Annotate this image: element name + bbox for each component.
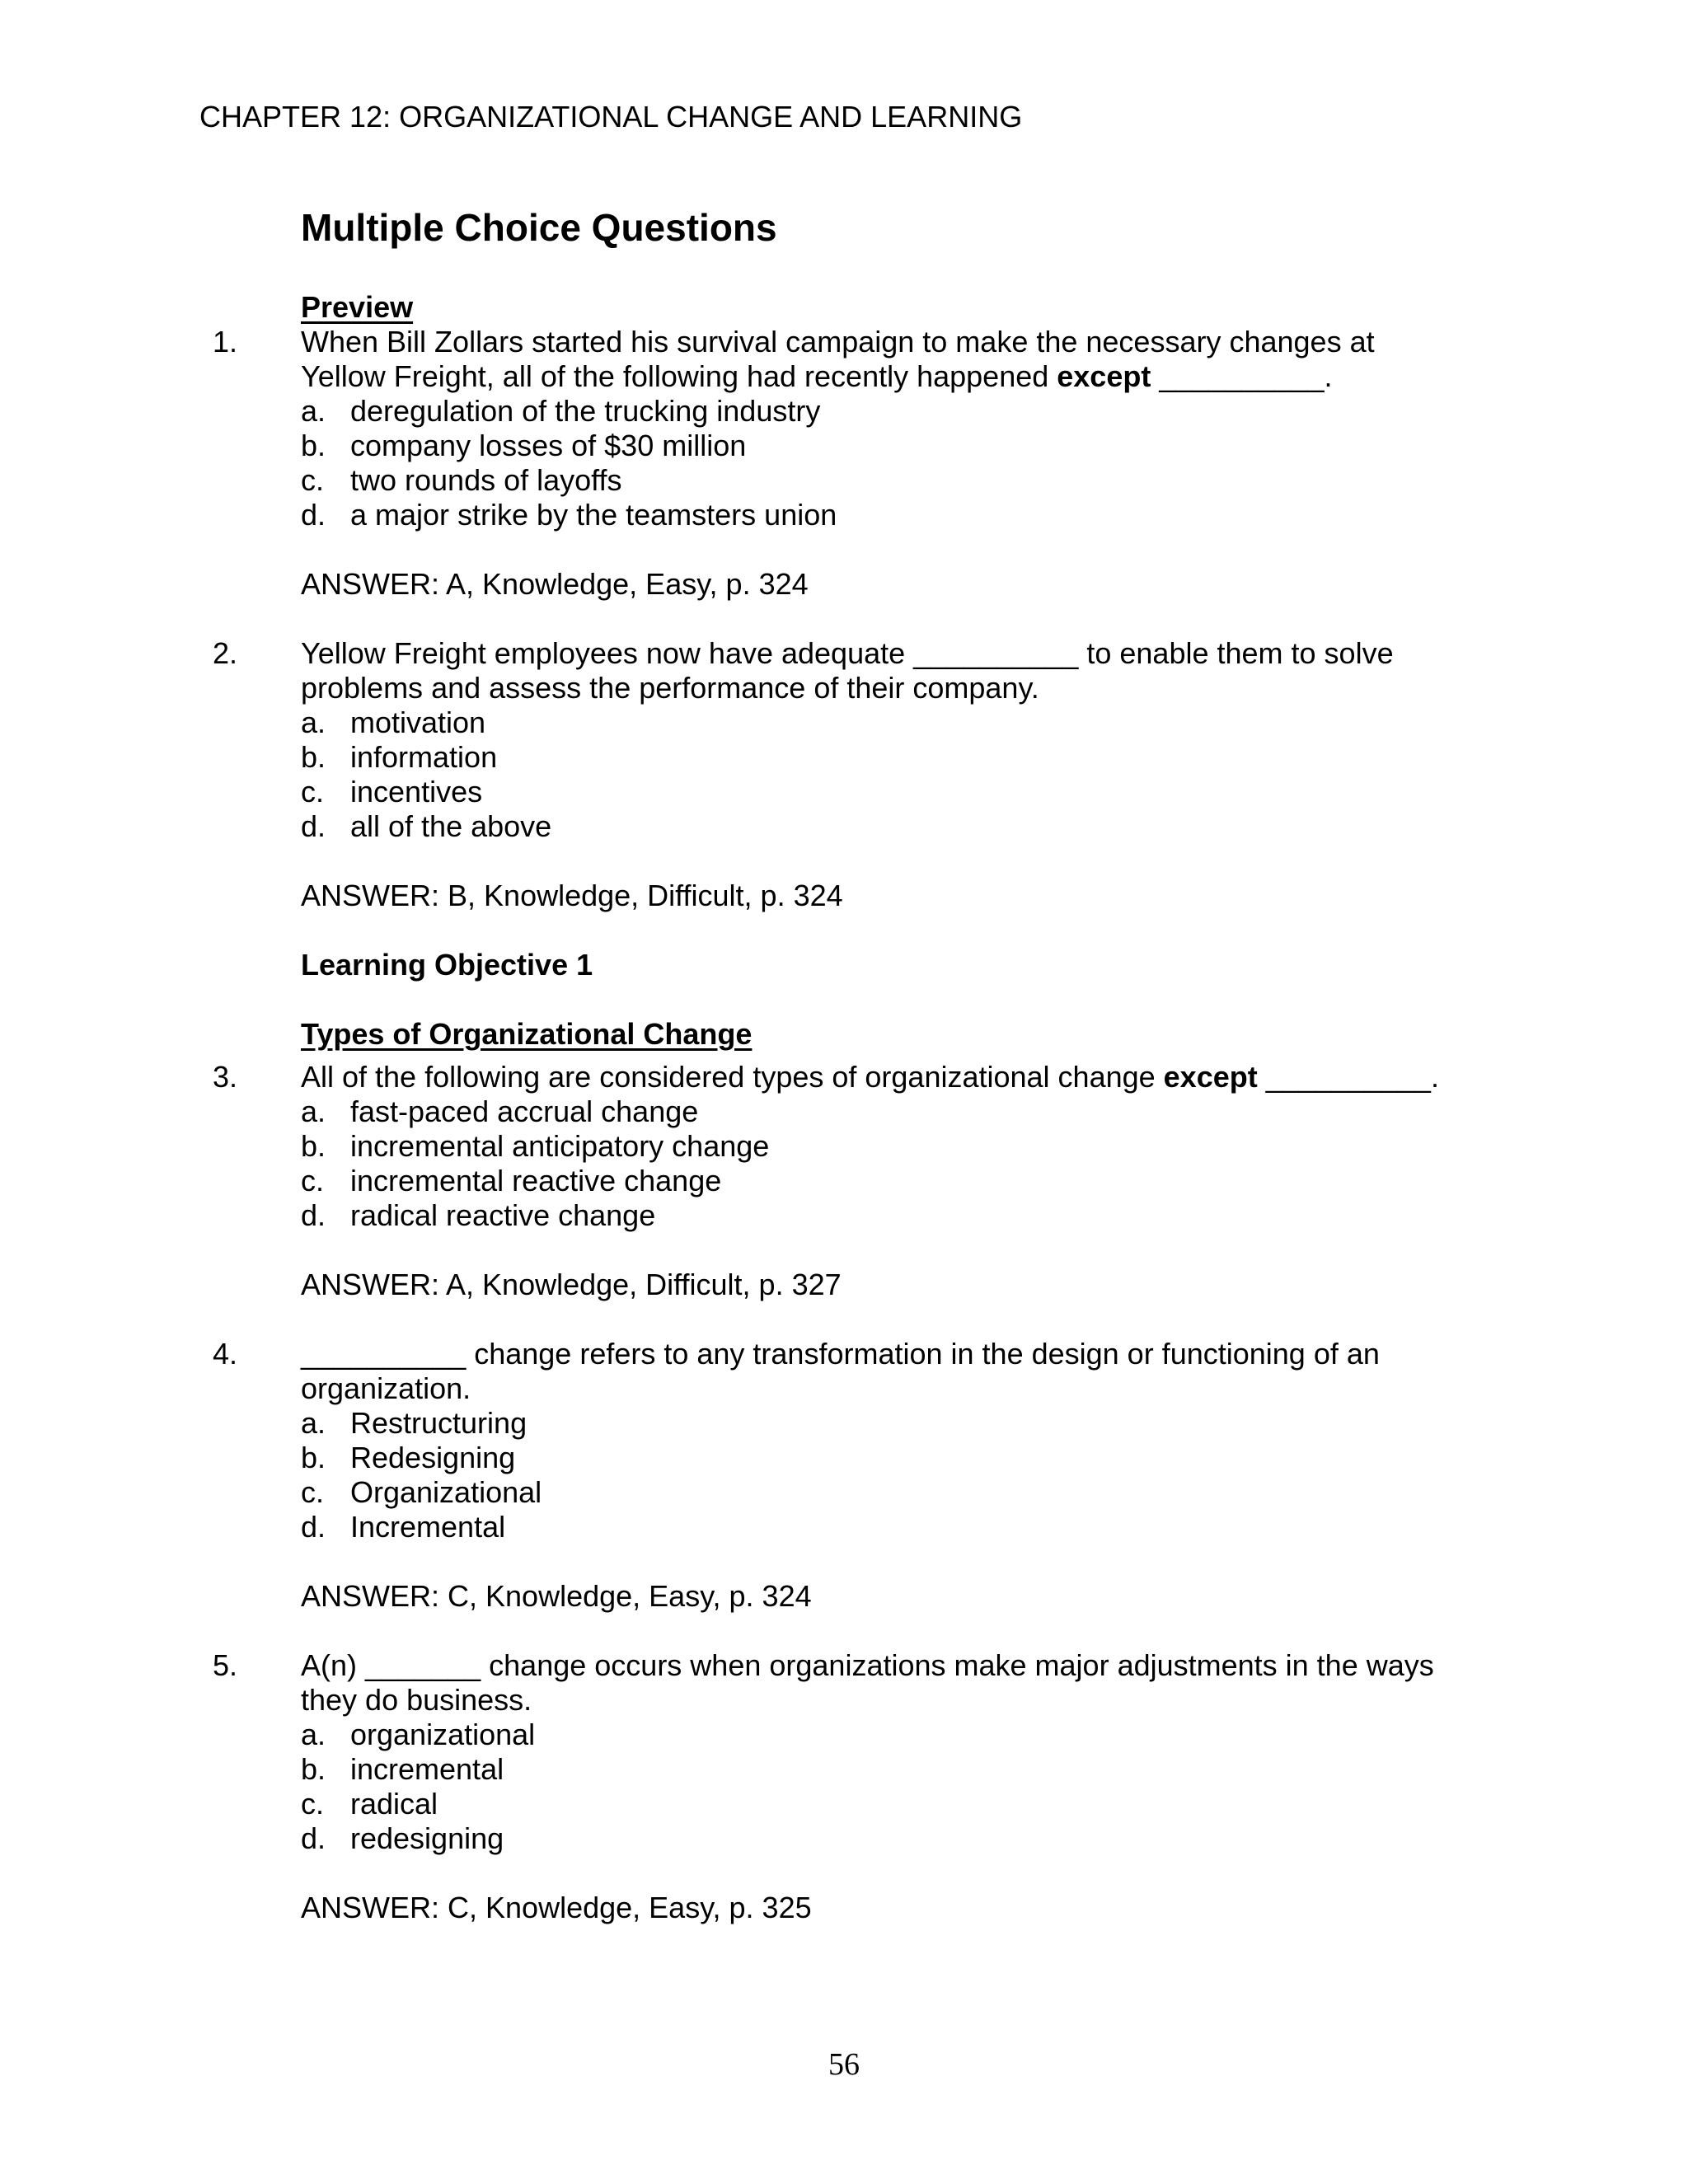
option-c: c. incremental reactive change (301, 1164, 722, 1197)
option-c: c. radical (301, 1787, 438, 1821)
types-heading: Types of Organizational Change (301, 1017, 753, 1051)
question-text-continued: Yellow Freight, all of the following had recently happened except __________. (301, 359, 1333, 393)
question-number: 1. (212, 325, 237, 359)
option-a: a. organizational (301, 1718, 536, 1751)
option-d: d. a major strike by the teamsters union (301, 498, 837, 532)
option-c: c. two rounds of layoffs (301, 463, 622, 497)
option-d: d. redesigning (301, 1821, 504, 1855)
question-text: A(n) _______ change occurs when organizations make major adjustments in the ways (301, 1648, 1434, 1682)
option-a: a. fast-paced accrual change (301, 1094, 699, 1128)
option-a: a. Restructuring (301, 1406, 528, 1440)
answer-line: ANSWER: C, Knowledge, Easy, p. 324 (301, 1579, 812, 1613)
option-b: b. incremental (301, 1752, 504, 1786)
question-number: 3. (212, 1060, 237, 1094)
option-b: b. incremental anticipatory change (301, 1129, 770, 1163)
learning-objective-label: Learning Objective 1 (301, 948, 593, 982)
option-c: c. Organizational (301, 1475, 542, 1509)
question-text: When Bill Zollars started his survival campaign to make the necessary changes at (301, 325, 1375, 359)
question-text-continued: problems and assess the performance of their company. (301, 671, 1039, 705)
question-5 (0, 1648, 1688, 1683)
preview-heading: Preview (301, 290, 414, 324)
option-d: d. radical reactive change (301, 1198, 656, 1232)
question-text: Yellow Freight employees now have adequate __________ to enable them to solve (301, 636, 1394, 670)
option-c: c. incentives (301, 775, 483, 808)
option-a: a. deregulation of the trucking industry (301, 394, 821, 428)
question-4 (0, 1337, 1688, 1371)
option-a: a. motivation (301, 705, 486, 739)
question-number: 4. (212, 1337, 237, 1371)
option-b: b. information (301, 740, 498, 774)
option-d: d. all of the above (301, 809, 552, 843)
question-1 (0, 325, 1688, 359)
question-list (0, 290, 1688, 1925)
page-number: 56 (828, 2047, 860, 2082)
question-text: __________ change refers to any transformation in the design or functioning of an (301, 1337, 1380, 1371)
emphasis-except: except (1057, 359, 1151, 393)
chapter-title: CHAPTER 12: ORGANIZATIONAL CHANGE AND LEARNING (199, 100, 1023, 134)
answer-line: ANSWER: A, Knowledge, Difficult, p. 327 (301, 1268, 842, 1301)
option-b: b. company losses of $30 million (301, 429, 747, 462)
option-d: d. Incremental (301, 1510, 506, 1544)
question-2 (0, 636, 1688, 671)
option-b: b. Redesigning (301, 1441, 516, 1474)
answer-line: ANSWER: B, Knowledge, Difficult, p. 324 (301, 879, 843, 912)
question-number: 2. (212, 636, 237, 670)
question-text: All of the following are considered types of organizational change except __________. (301, 1060, 1439, 1094)
section-heading: Multiple Choice Questions (301, 206, 777, 249)
question-text-continued: organization. (301, 1371, 471, 1405)
question-text-continued: they do business. (301, 1683, 532, 1717)
question-3 (0, 1060, 1688, 1094)
emphasis-except: except (1163, 1060, 1258, 1094)
answer-line: ANSWER: A, Knowledge, Easy, p. 324 (301, 567, 809, 601)
answer-line: ANSWER: C, Knowledge, Easy, p. 325 (301, 1891, 812, 1924)
question-number: 5. (212, 1648, 237, 1682)
